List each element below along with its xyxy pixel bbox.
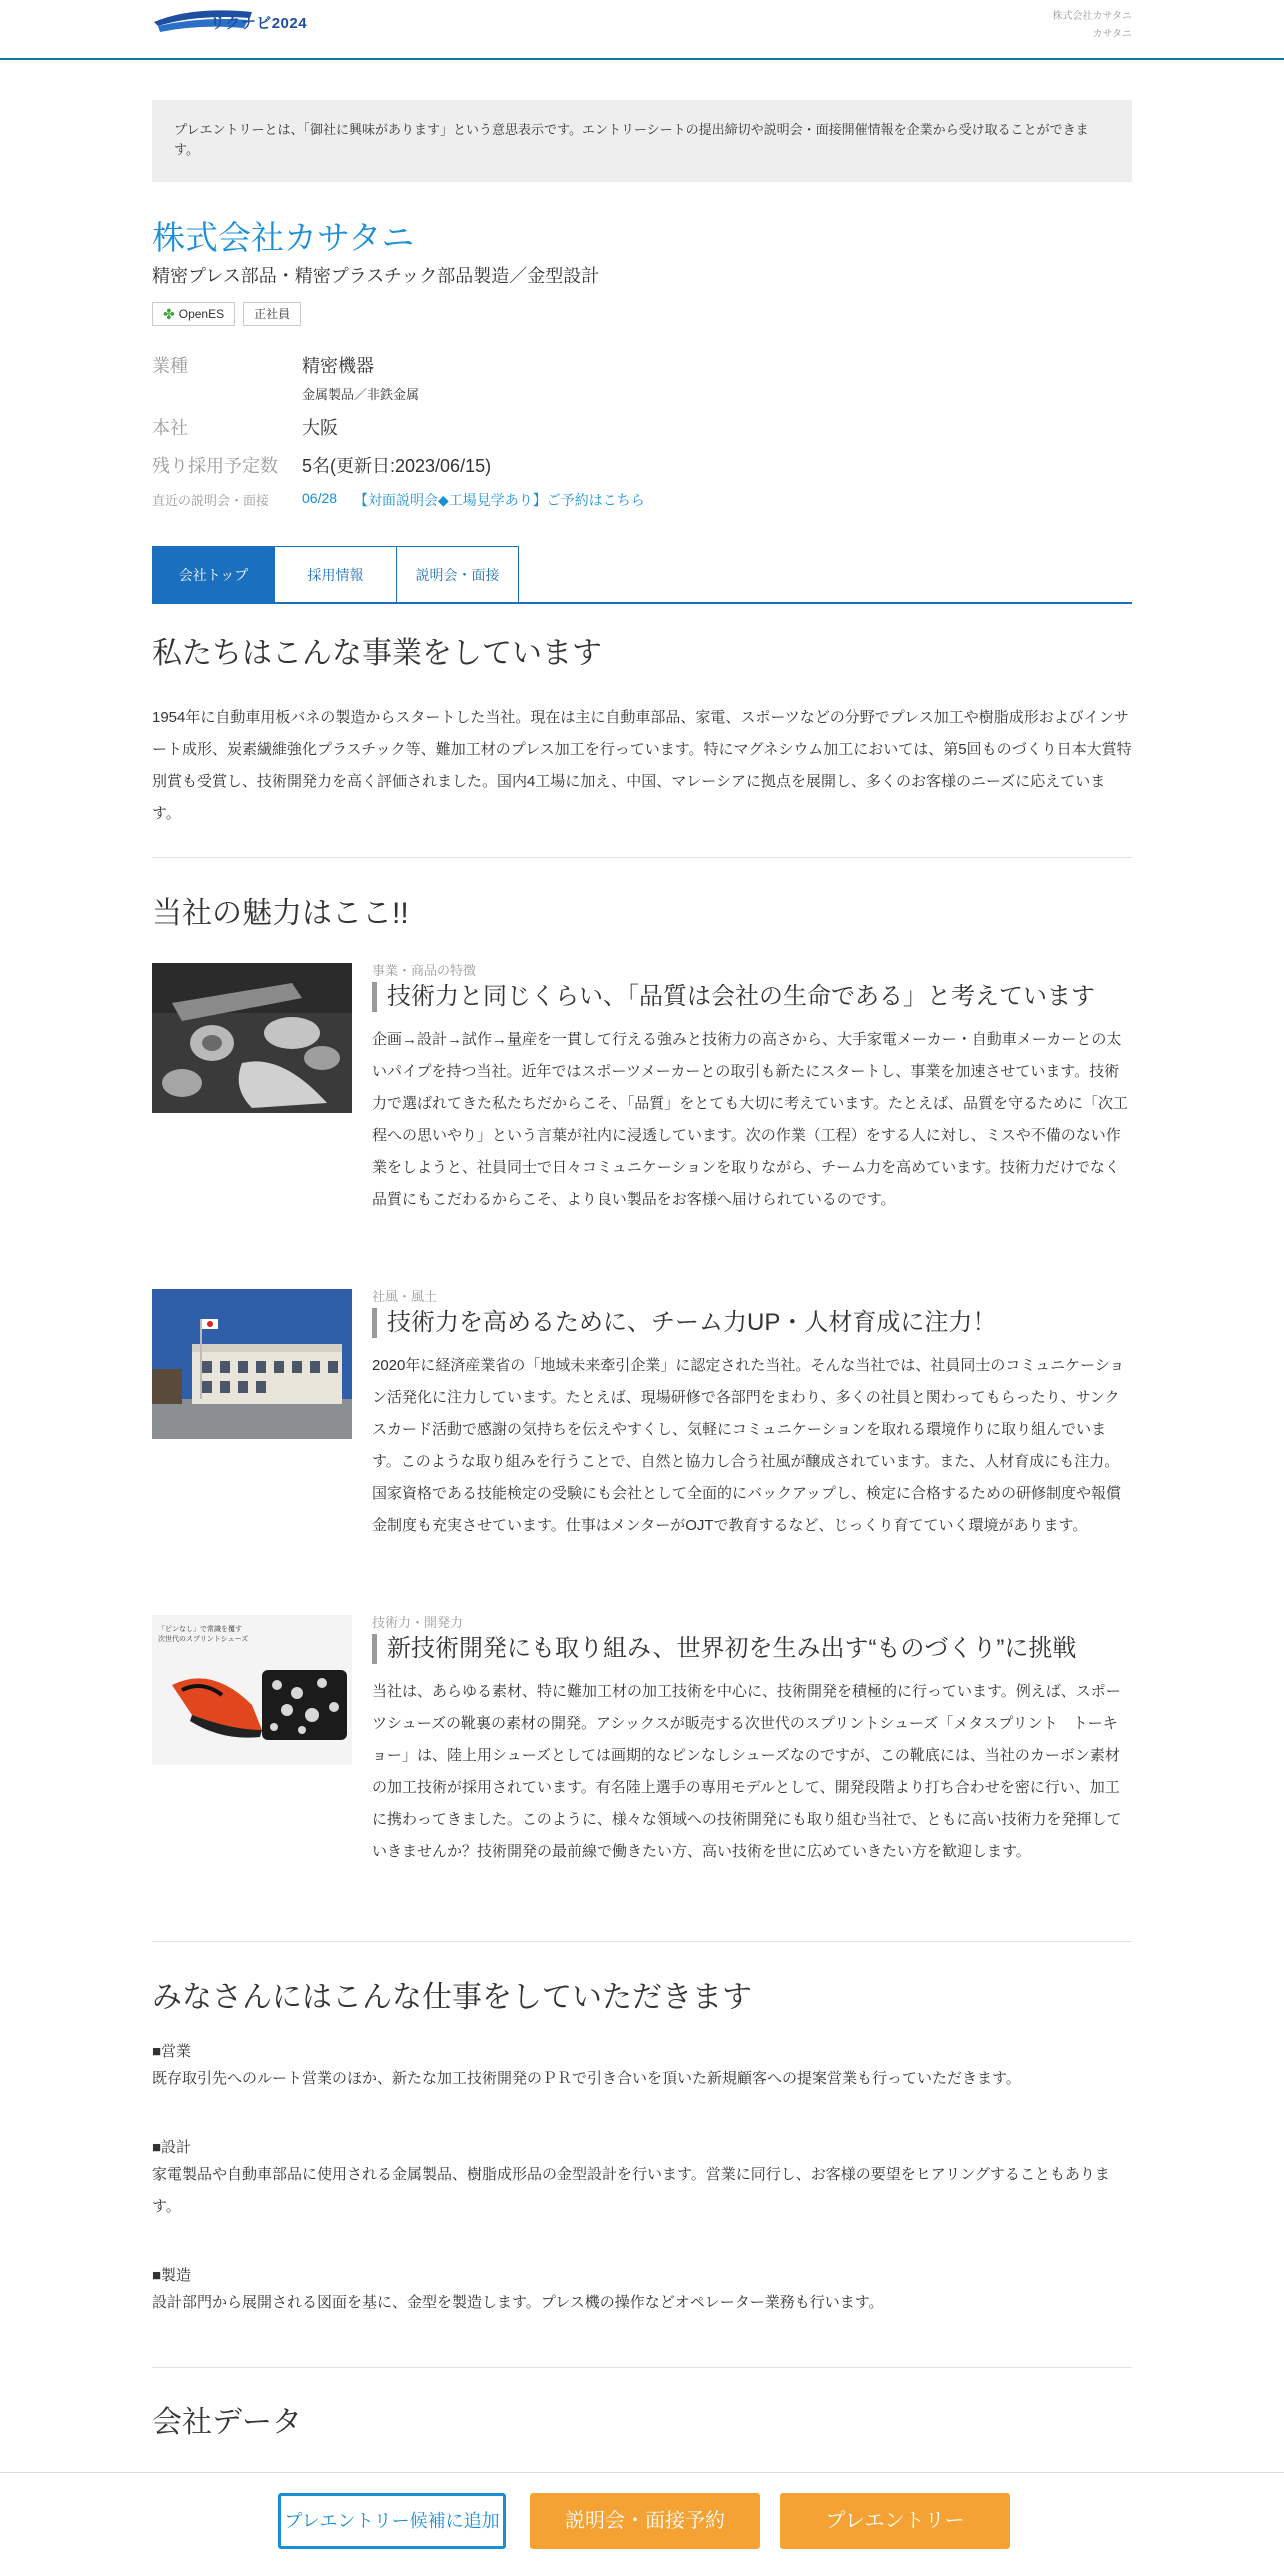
- work-item-sales: [152, 2040, 1132, 2095]
- industry-label: 業種: [152, 356, 188, 376]
- feature-title: 技術力を高めるために、チーム力UP・人材育成に注力！: [372, 1308, 996, 1338]
- tab-seminar[interactable]: 説明会・面接: [396, 546, 519, 602]
- feature-image-shoes: [152, 1615, 352, 1765]
- pre-entry-button[interactable]: プレエントリー: [780, 2493, 1010, 2549]
- divider: [152, 1941, 1132, 1942]
- company-name: 株式会社カサタニ: [152, 219, 415, 256]
- hq-value: 大阪: [302, 418, 338, 438]
- image-caption: 「ピンなし」で常識を覆す 次世代のスプリントシューズ: [158, 1626, 249, 1643]
- feature-title: 新技術開発にも取り組み、世界初を生み出す“ものづくり”に挑戦: [372, 1634, 1076, 1664]
- appeal-heading: 当社の魅力はここ!!: [152, 897, 409, 930]
- work-item-text: 設計部門から展開される図面を基に、金型を製造します。プレス機の操作などオペレーター業務も行います。: [152, 2294, 884, 2311]
- logo-text: リクナビ2024: [210, 15, 308, 32]
- company-data-heading: 会社データ: [152, 2406, 302, 2439]
- remaining-label: 残り採用予定数: [152, 456, 278, 476]
- work-heading: みなさんにはこんな仕事をしていただきます: [152, 1981, 752, 2014]
- divider: [152, 2367, 1132, 2368]
- remaining-value: 5名(更新日:2023/06/15): [302, 456, 492, 476]
- add-pre-entry-candidate-button[interactable]: プレエントリー候補に追加: [278, 2493, 506, 2549]
- feature-title: 技術力と同じくらい、「品質は会社の生命である」と考えています: [372, 982, 1095, 1012]
- work-item-text: 既存取引先へのルート営業のほか、新たな加工技術開発のＰＲで引き合いを頂いた新規顧客への提案営業も行っていただきます。: [152, 2070, 1021, 2087]
- seminar-reserve-button[interactable]: 説明会・面接予約: [530, 2493, 760, 2549]
- company-subtitle: 精密プレス部品・精密プラスチック部品製造／金型設計: [152, 266, 600, 286]
- work-item-design: [152, 2136, 1132, 2223]
- tab-company-top[interactable]: 会社トップ: [152, 546, 275, 602]
- feature-category: 事業・商品の特徴: [372, 963, 477, 978]
- industry-value: 精密機器: [302, 356, 374, 376]
- badges: [152, 302, 1132, 326]
- feature-body: 企画→設計→試作→量産を一貫して行える強みと技術力の高さから、大手家電メーカー・自動車メーカーとの太いパイプを持つ当社。近年ではスポーツメーカーとの取引も新たにスタートし、事業を加速させています。技術力で選ばれてきた私たちだからこそ、「品質」をとても大切に考えています。たとえば、品質を守るために「次工程への思いやり」という言葉が社内に浸透しています。次の作業（工程）をする人に対し、ミスや不備のない作業をしようと、社員同士で日々コミュニケーションを取りながら、チーム力を高めています。技術力だけでなく品質にもこだわるからこそ、より良い製品をお客様へ届けられているのです。: [372, 1031, 1129, 1208]
- tab-recruit-info[interactable]: 採用情報: [274, 546, 397, 602]
- openes-badge: [152, 302, 235, 326]
- header-company: [1053, 8, 1133, 44]
- badge-label: 正社員: [254, 307, 291, 321]
- bottom-action-bar: [0, 2472, 1284, 2569]
- hq-label: 本社: [152, 418, 188, 438]
- feature-item: [152, 1286, 1132, 1606]
- clover-icon: ✤: [163, 306, 175, 322]
- seminar-label: 直近の説明会・面接: [152, 493, 270, 508]
- seminar-date[interactable]: 06/28: [302, 490, 338, 506]
- business-text: 1954年に自動車用板バネの製造からスタートした当社。現在は主に自動車部品、家電、スポーツなどの分野でプレス加工や樹脂成形およびインサート成形、炭素繊維強化プラスチック等、難加工材のプレス加工を行っています。特にマグネシウム加工においては、第5回ものづくり日本大賞特別賞も受賞し、技術開発力を高く評価されました。国内4工場に加え、中国、マレーシアに拠点を展開し、多くのお客様のニーズに応えています。: [152, 709, 1132, 822]
- work-item-head: ■製造: [152, 2267, 192, 2284]
- work-item-text: 家電製品や自動車部品に使用される金属製品、樹脂成形品の金型設計を行います。営業に同行し、お客様の要望をヒアリングすることもあります。: [152, 2166, 1110, 2215]
- tab-bar: [152, 546, 1132, 604]
- pre-entry-notice: プレエントリーとは、「御社に興味があります」という意思表示です。エントリーシートの提出締切や説明会・面接開催情報を企業から受け取ることができます。: [152, 100, 1132, 182]
- employment-badge: [243, 302, 301, 326]
- badge-label: OpenES: [178, 307, 225, 321]
- divider: [152, 857, 1132, 858]
- feature-item: [152, 1612, 1132, 1912]
- work-item-manufacturing: [152, 2264, 1132, 2319]
- industry-sub: 金属製品／非鉄金属: [302, 387, 420, 402]
- work-item-head: ■営業: [152, 2043, 192, 2060]
- feature-category: 技術力・開発力: [372, 1615, 464, 1630]
- work-item-head: ■設計: [152, 2139, 192, 2156]
- feature-image-factory: [152, 1289, 352, 1439]
- feature-body: 2020年に経済産業省の「地域未来牽引企業」に認定された当社。そんな当社では、社員同士のコミュニケーション活発化に注力しています。たとえば、現場研修で各部門をまわり、多くの社員と関わってもらったり、サンクスカード活動で感謝の気持ちを伝えやすくし、気軽にコミュニケーションを取れる環境作りに取り組んでいます。このような取り組みを行うことで、自然と協力し合う社風が醸成されています。また、人材育成にも注力。国家資格である技能検定の受験にも会社として全面的にバックアップし、検定に合格するための研修制度や報償金制度も充実させています。仕事はメンターがOJTで教育するなど、じっくり育てていく環境があります。: [372, 1357, 1125, 1534]
- feature-image-parts: [152, 963, 352, 1113]
- feature-body: 当社は、あらゆる素材、特に難加工材の加工技術を中心に、技術開発を積極的に行っています。例えば、スポーツシューズの靴裏の素材の開発。アシックスが販売する次世代のスプリントシューズ「メタスプリント トーキョー」は、陸上用シューズとしては画期的なピンなしシューズなのですが、この靴底には、当社のカーボン素材の加工技術が採用されています。有名陸上選手の専用モデルとして、開発段階より打ち合わせを密に行い、加工に携わってきました。このように、様々な領域への技術開発にも取り組む当社で、ともに高い技術力を発揮していきませんか？技術開発の最前線で働きたい方、高い技術を世に広めていきたい方を歓迎します。: [372, 1683, 1122, 1860]
- feature-item: [152, 960, 1132, 1280]
- header-company-kana: カサタニ: [1092, 29, 1132, 40]
- header-company-name: 株式会社カサタニ: [1052, 11, 1132, 22]
- seminar-link[interactable]: 【対面説明会◆工場見学あり】ご予約はこちら: [354, 492, 645, 508]
- business-heading: 私たちはこんな事業をしています: [152, 637, 602, 670]
- feature-category: 社風・風土: [372, 1289, 438, 1304]
- site-header: [0, 0, 1284, 60]
